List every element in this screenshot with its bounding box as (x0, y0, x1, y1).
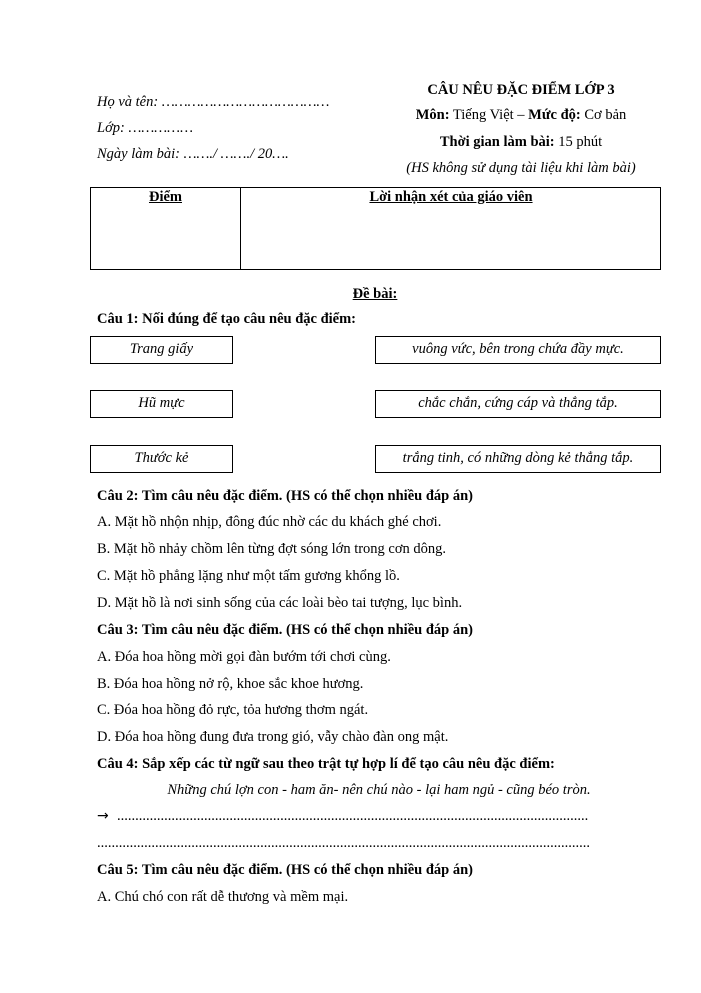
subject-label: Môn: (415, 107, 450, 123)
doc-title: CÂU NÊU ĐẶC ĐIỂM LỚP 3 (427, 82, 615, 98)
q2-option[interactable]: D. Mặt hồ là nơi sinh sống của các loài bèo tai tượng, lục bình. (97, 595, 463, 611)
name-field[interactable]: Họ và tên: ………………………………… (97, 94, 330, 110)
time-label: Thời gian làm bài: (439, 134, 555, 150)
q4-label: Câu 4: Sắp xếp các từ ngữ sau theo trật tự hợp lí để tạo câu nêu đặc điểm: (97, 756, 555, 772)
q1-right-item[interactable]: trắng tinh, có những dòng kẻ thẳng tắp. (375, 445, 661, 473)
level-value: Cơ bản (580, 107, 627, 123)
q2-option[interactable]: A. Mặt hồ nhộn nhịp, đông đúc nhờ các du khách ghé chơi. (97, 514, 442, 530)
q5-label: Câu 5: Tìm câu nêu đặc điểm. (HS có thể chọn nhiều đáp án) (97, 862, 473, 878)
subject-value: Tiếng Việt – (449, 107, 529, 123)
q5-option[interactable]: A. Chú chó con rất dễ thương và mềm mại. (97, 889, 349, 905)
score-header: Điểm (148, 189, 182, 205)
date-field[interactable]: Ngày làm bài: ……./ ……./ 20…. (97, 146, 289, 162)
note: (HS không sử dụng tài liệu khi làm bài) (406, 160, 636, 176)
q3-label: Câu 3: Tìm câu nêu đặc điểm. (HS có thể chọn nhiều đáp án) (97, 622, 473, 638)
arrow-icon: → (97, 808, 109, 824)
q2-label: Câu 2: Tìm câu nêu đặc điểm. (HS có thể chọn nhiều đáp án) (97, 488, 473, 504)
subject-line (390, 107, 652, 124)
time-line (400, 134, 642, 151)
exam-title: Đề bài: (352, 286, 398, 302)
q1-right-item[interactable]: chắc chắn, cứng cáp và thẳng tắp. (375, 390, 661, 418)
q1-left-item[interactable]: Hũ mực (90, 390, 233, 418)
class-field[interactable]: Lớp: …………… (97, 120, 193, 136)
q1-label: Câu 1: Nối đúng để tạo câu nêu đặc điểm: (97, 311, 357, 327)
q4-answer-line[interactable]: ........................................................................................................................................ (97, 835, 590, 851)
q3-option[interactable]: B. Đóa hoa hồng nở rộ, khoe sắc khoe hương. (97, 676, 364, 692)
q4-words: Những chú lợn con - ham ăn- nên chú nào - lại ham ngủ - cũng béo tròn. (167, 782, 591, 798)
q3-option[interactable]: D. Đóa hoa hồng đung đưa trong gió, vẫy chào đàn ong mật. (97, 729, 449, 745)
q3-option[interactable]: A. Đóa hoa hồng mời gọi đàn bướm tới chơi cùng. (97, 649, 391, 665)
q1-left-item[interactable]: Trang giấy (90, 336, 233, 364)
comment-header: Lời nhận xét của giáo viên (369, 189, 533, 205)
q2-option[interactable]: B. Mặt hồ nhảy chồm lên từng đợt sóng lớn trong cơn dông. (97, 541, 447, 557)
q2-option[interactable]: C. Mặt hồ phẳng lặng như một tấm gương khổng lồ. (97, 568, 400, 584)
q1-left-item[interactable]: Thước kẻ (90, 445, 233, 473)
time-value: 15 phút (554, 134, 603, 150)
q1-right-item[interactable]: vuông vức, bên trong chứa đầy mực. (375, 336, 661, 364)
q3-option[interactable]: C. Đóa hoa hồng đỏ rực, tỏa hương thơm ngát. (97, 702, 369, 718)
q4-answer-line[interactable]: .................................................................................................................................. (117, 808, 589, 824)
level-label: Mức độ: (528, 107, 581, 123)
